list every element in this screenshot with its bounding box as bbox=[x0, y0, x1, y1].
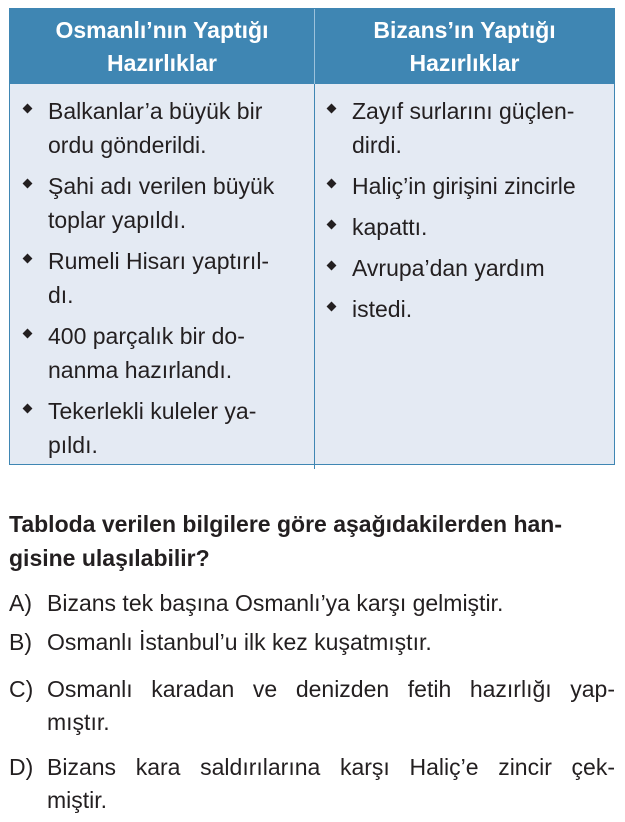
option-text bbox=[47, 673, 615, 739]
option-line: Bizans kara saldırılarına karşı Haliç’e zincir çek- bbox=[47, 754, 615, 780]
item-line: Rumeli Hisarı yaptırıl- bbox=[48, 248, 270, 274]
item-line: dirdi. bbox=[352, 132, 402, 158]
item-line: ordu gönderildi. bbox=[48, 132, 207, 158]
item-line: Avrupa’dan yardım bbox=[352, 255, 545, 281]
option-b[interactable] bbox=[9, 626, 615, 659]
comparison-table bbox=[9, 8, 615, 465]
byzantine-preparations-cell bbox=[314, 84, 614, 469]
option-line: miştir. bbox=[47, 787, 108, 813]
list-item bbox=[24, 169, 306, 237]
option-d[interactable] bbox=[9, 751, 615, 817]
header-byzantine-preparations bbox=[314, 9, 614, 84]
item-line: dı. bbox=[48, 282, 74, 308]
option-line: Bizans tek başına Osmanlı’ya karşı gelmiştir. bbox=[47, 590, 504, 616]
header-line: Hazırlıklar bbox=[409, 50, 520, 76]
list-item bbox=[328, 292, 608, 326]
diamond-bullet-icon bbox=[327, 179, 337, 189]
diamond-bullet-icon bbox=[327, 220, 337, 230]
list-item bbox=[24, 394, 306, 462]
item-line: pıldı. bbox=[48, 432, 98, 458]
diamond-bullet-icon bbox=[23, 329, 33, 339]
header-line: Hazırlıklar bbox=[107, 50, 217, 76]
list-item bbox=[328, 251, 608, 285]
list-item bbox=[328, 94, 608, 162]
item-line: Haliç’in girişini zincirle bbox=[352, 173, 576, 199]
option-c[interactable] bbox=[9, 673, 615, 739]
list-item bbox=[328, 169, 608, 203]
diamond-bullet-icon bbox=[23, 404, 33, 414]
option-line: Osmanlı karadan ve denizden fetih hazırlığı yap- bbox=[47, 676, 615, 702]
item-line: Şahi adı verilen büyük bbox=[48, 173, 275, 199]
option-line: Osmanlı İstanbul’u ilk kez kuşatmıştır. bbox=[47, 629, 432, 655]
list-item bbox=[24, 319, 306, 387]
option-text bbox=[47, 626, 615, 659]
item-line: Balkanlar’a büyük bir bbox=[48, 98, 263, 124]
option-text bbox=[47, 751, 615, 817]
diamond-bullet-icon bbox=[23, 104, 33, 114]
question-line: gisine ulaşılabilir? bbox=[9, 545, 210, 571]
option-a[interactable] bbox=[9, 587, 615, 620]
item-line: 400 parçalık bir do- bbox=[48, 323, 245, 349]
list-item bbox=[328, 210, 608, 244]
item-line: Tekerlekli kuleler ya- bbox=[48, 398, 257, 424]
item-line: Zayıf surlarını güçlen- bbox=[352, 98, 575, 124]
item-line: toplar yapıldı. bbox=[48, 207, 187, 233]
option-letter: C) bbox=[9, 676, 34, 702]
header-line: Osmanlı’nın Yaptığı bbox=[55, 17, 269, 43]
diamond-bullet-icon bbox=[23, 179, 33, 189]
option-text bbox=[47, 587, 615, 620]
diamond-bullet-icon bbox=[23, 254, 33, 264]
option-letter: B) bbox=[9, 629, 32, 655]
option-letter: A) bbox=[9, 590, 32, 616]
question-line: Tabloda verilen bilgilere göre aşağıdakilerden han- bbox=[9, 511, 563, 537]
item-line: kapattı. bbox=[352, 214, 428, 240]
item-line: nanma hazırlandı. bbox=[48, 357, 233, 383]
option-letter: D) bbox=[9, 754, 34, 780]
item-line: istedi. bbox=[352, 296, 413, 322]
question-stem bbox=[9, 507, 615, 575]
diamond-bullet-icon bbox=[327, 302, 337, 312]
header-ottoman-preparations bbox=[10, 9, 314, 84]
option-line: mıştır. bbox=[47, 709, 110, 735]
diamond-bullet-icon bbox=[327, 104, 337, 114]
list-item bbox=[24, 244, 306, 312]
diamond-bullet-icon bbox=[327, 261, 337, 271]
list-item bbox=[24, 94, 306, 162]
header-line: Bizans’ın Yaptığı bbox=[373, 17, 556, 43]
ottoman-preparations-cell bbox=[10, 84, 314, 469]
